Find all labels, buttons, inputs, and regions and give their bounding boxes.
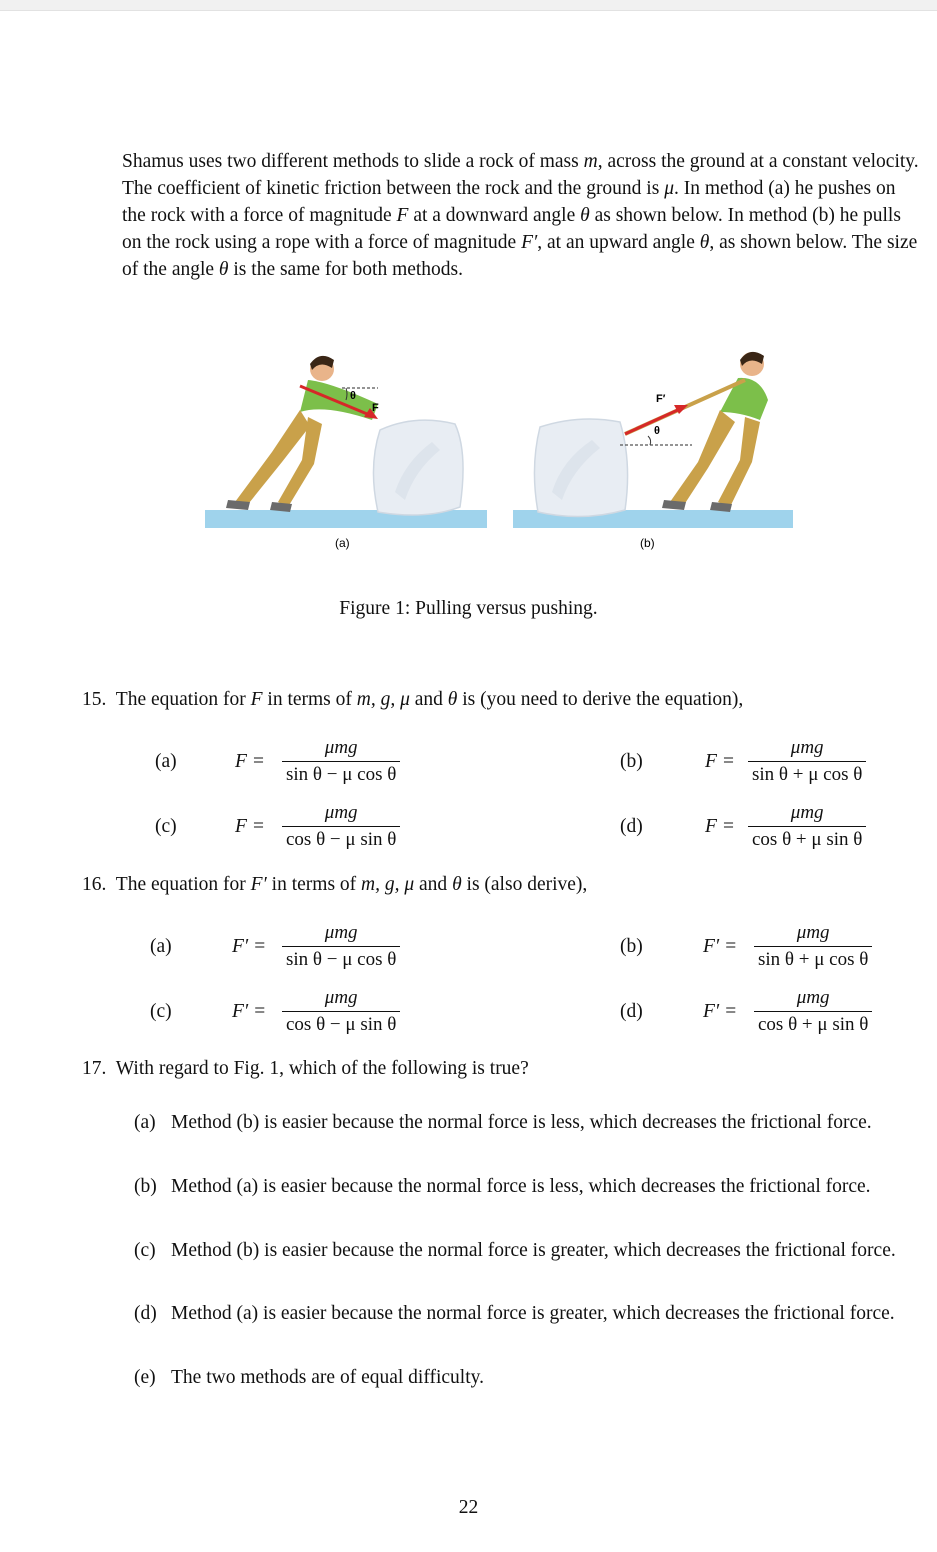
q16-option-b-fraction: μmg sin θ + μ cos θ	[754, 922, 872, 971]
q16-option-c-fraction: μmg cos θ − μ sin θ	[282, 987, 400, 1036]
q15-option-c-lhs: F =	[235, 816, 265, 837]
question-15: 15. The equation for F in terms of m, g, μ and θ is (you need to derive the equation),	[82, 689, 744, 710]
question-16: 16. The equation for F′ in terms of m, g, μ and θ is (also derive),	[82, 874, 588, 895]
q16-option-c-label: (c)	[150, 1001, 172, 1022]
q16-option-c-lhs: F′ =	[232, 1001, 267, 1022]
q15-option-a-label: (a)	[155, 751, 177, 772]
q16-option-d-lhs: F′ =	[703, 1001, 738, 1022]
figure-pulling-pushing	[200, 342, 800, 557]
intro-paragraph: Shamus uses two different methods to slide a rock of mass m, across the ground at a constant velocity. The coefficient of kinetic friction between the rock and the ground is μ. In method (a) he pushes on the rock with a force of magnitude F at a downward angle θ as shown below. In method (b) he pulls on the rock using a rope with a force of magnitude F′, at an upward angle θ, as shown below. The size of the angle θ is the same for both methods.	[122, 151, 919, 280]
q15-option-b-fraction: μmg sin θ + μ cos θ	[748, 737, 866, 786]
q16-option-b-label: (b)	[620, 936, 643, 957]
theta-label-b: θ	[654, 425, 660, 437]
q15-option-a-lhs: F =	[235, 751, 265, 772]
panel-a	[205, 356, 487, 550]
q16-option-d-fraction: μmg cos θ + μ sin θ	[754, 987, 872, 1036]
question-17: 17. With regard to Fig. 1, which of the following is true?	[82, 1058, 529, 1079]
q15-option-d-label: (d)	[620, 816, 643, 837]
figure-caption: Figure 1: Pulling versus pushing.	[339, 598, 598, 619]
q17-option-e: (e) The two methods are of equal difficulty.	[134, 1367, 484, 1388]
q15-option-c-label: (c)	[155, 816, 177, 837]
q15-option-b-lhs: F =	[705, 751, 735, 772]
q16-option-d-label: (d)	[620, 1001, 643, 1022]
q16-option-a-label: (a)	[150, 936, 172, 957]
top-bar	[0, 0, 937, 11]
q16-option-b-lhs: F′ =	[703, 936, 738, 957]
torso-b	[720, 378, 768, 420]
force-label-a: F	[372, 402, 379, 414]
page-number: 22	[458, 1497, 479, 1518]
force-label-b: F′	[656, 393, 666, 405]
q17-option-c: (c) Method (b) is easier because the normal force is greater, which decreases the frictional force.	[134, 1240, 896, 1261]
panel-label-a: (a)	[335, 536, 350, 550]
q16-option-a-fraction: μmg sin θ − μ cos θ	[282, 922, 400, 971]
panel-b	[513, 352, 793, 550]
q15-option-a-fraction: μmg sin θ − μ cos θ	[282, 737, 400, 786]
q15-option-c-fraction: μmg cos θ − μ sin θ	[282, 802, 400, 851]
rock-b	[534, 419, 627, 517]
q17-option-d: (d) Method (a) is easier because the normal force is greater, which decreases the frictional force.	[134, 1303, 895, 1324]
legs-a	[235, 410, 310, 508]
panel-label-b: (b)	[640, 536, 655, 550]
q15-option-b-label: (b)	[620, 751, 643, 772]
ground-a	[205, 510, 487, 528]
force-arrow-b	[625, 409, 680, 434]
q15-option-d-lhs: F =	[705, 816, 735, 837]
q17-option-b: (b) Method (a) is easier because the normal force is less, which decreases the frictional force.	[134, 1176, 871, 1197]
theta-label-a: θ	[350, 390, 356, 402]
q16-option-a-lhs: F′ =	[232, 936, 267, 957]
q17-option-a: (a) Method (b) is easier because the normal force is less, which decreases the frictional force.	[134, 1112, 872, 1133]
q15-option-d-fraction: μmg cos θ + μ sin θ	[748, 802, 866, 851]
